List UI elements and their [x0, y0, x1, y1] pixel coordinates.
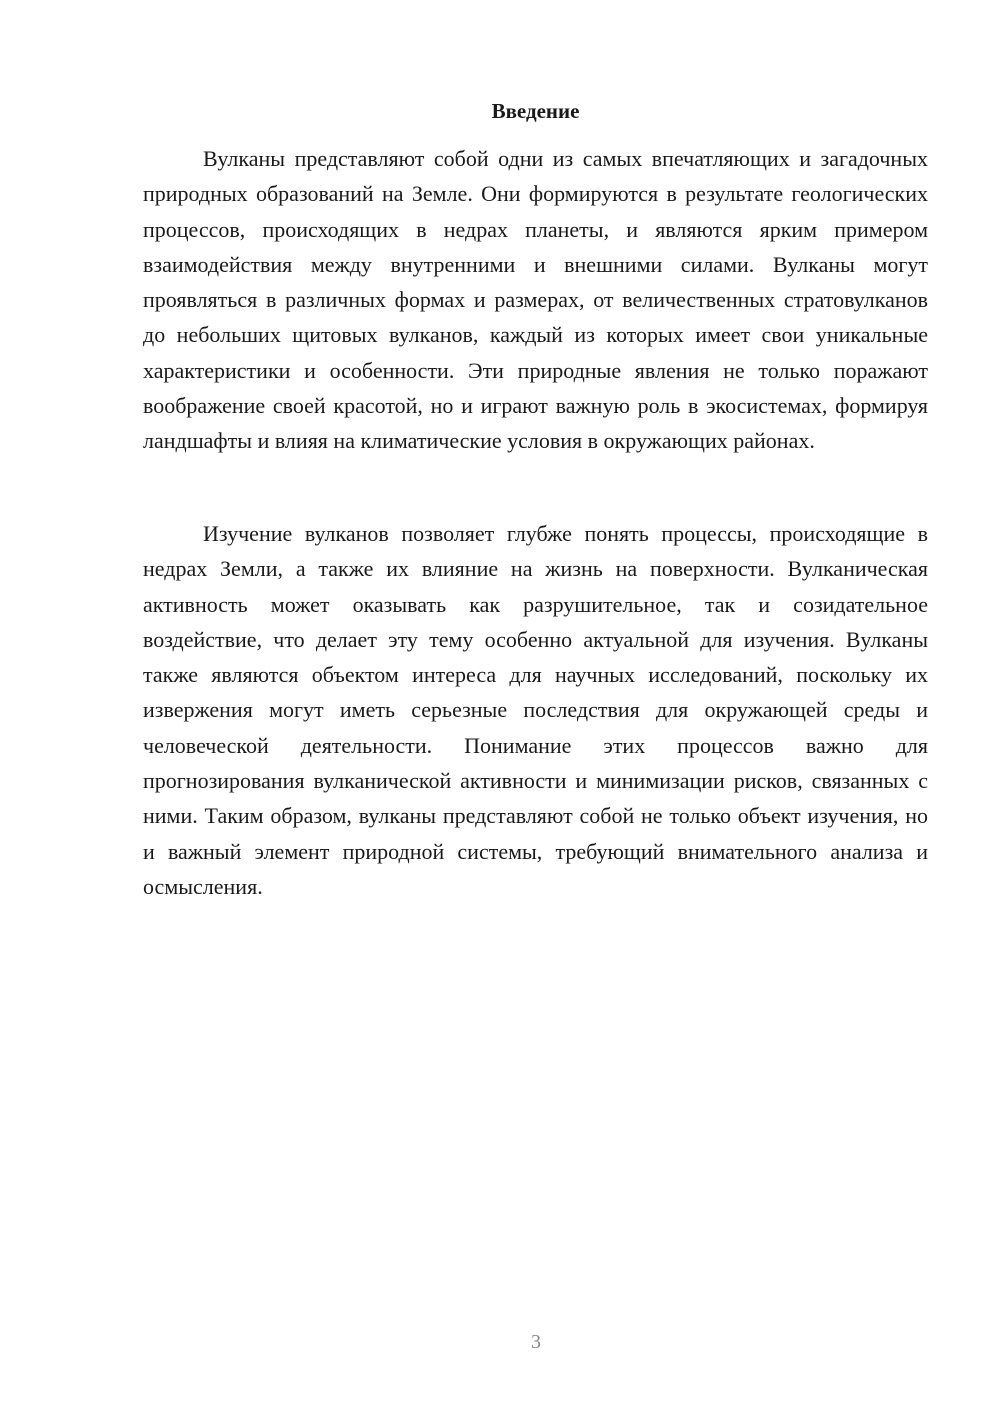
intro-paragraph-2: Изучение вулканов позволяет глубже понять процессы, происходящие в недрах Земли, а также их влияние на жизнь на поверхности. Вулканическая активность может оказывать как разрушительное, так и созидательное воздействие, что делает эту тему особенно актуальной для изучения. Вулканы также являются объектом интереса для научных исследований, поскольку их извержения могут иметь серьезные последствия для окружающей среды и человеческой деятельности. Понимание этих процессов важно для прогнозирования вулканической активности и минимизации рисков, связанных с ними. Таким образом, вулканы представляют собой не только объект изучения, но и важный элемент природной системы, требующий внимательного анализа и осмысления.: [143, 521, 928, 899]
section-heading: Введение: [491, 99, 580, 123]
page-number: 3: [531, 1331, 541, 1353]
intro-paragraph-1: Вулканы представляют собой одни из самых впечатляющих и загадочных природных образований на Земле. Они формируются в результате геологических процессов, происходящих в недрах планеты, и являются ярким примером взаимодействия между внутренними и внешними силами. Вулканы могут проявляться в различных формах и размерах, от величественных стратовулканов до небольших щитовых вулканов, каждый из которых имеет свои уникальные характеристики и особенности. Эти природные явления не только поражают воображение своей красотой, но и играют важную роль в экосистемах, формируя ландшафты и влияя на климатические условия в окружающих районах.: [143, 146, 928, 454]
